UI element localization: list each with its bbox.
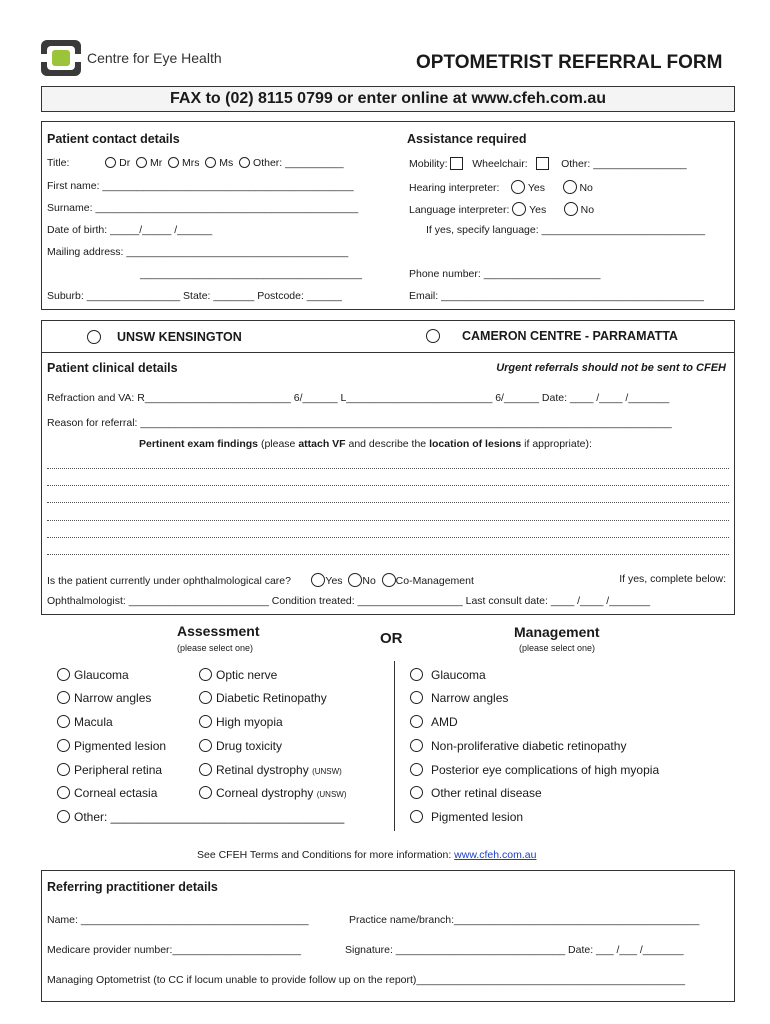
exam-line[interactable] <box>47 537 729 538</box>
title-dr-radio[interactable] <box>105 157 116 168</box>
title-mr-radio[interactable] <box>136 157 147 168</box>
management-sub: (please select one) <box>519 643 596 653</box>
title-row: Title: Dr Mr Mrs Ms Other: __________ <box>47 157 344 169</box>
clinical-heading: Patient clinical details <box>47 361 178 375</box>
hearing-row: Hearing interpreter: Yes No <box>409 182 593 194</box>
wheelchair-checkbox[interactable] <box>536 157 549 170</box>
cfeh-link[interactable]: www.cfeh.com.au <box>454 849 537 861</box>
location-kensington: UNSW KENSINGTON <box>87 330 242 344</box>
assess-pigmented-lesion[interactable]: Pigmented lesion <box>57 739 166 753</box>
care-yes-radio[interactable] <box>311 573 325 587</box>
kensington-radio[interactable] <box>87 330 101 344</box>
ophth-care-row: Is the patient currently under ophthalmological care? Yes No Co-Management <box>47 575 474 587</box>
assess-corneal-dystrophy[interactable]: Corneal dystrophy (UNSW) <box>199 786 347 800</box>
email-field[interactable]: Email: _____________________________________________ <box>409 290 704 302</box>
suburb-state-postcode[interactable]: Suburb: ________________ State: _______ Postcode: ______ <box>47 290 342 302</box>
cameron-radio[interactable] <box>426 329 440 343</box>
title-other-radio[interactable] <box>239 157 250 168</box>
assess-retinal-dystrophy[interactable]: Retinal dystrophy (UNSW) <box>199 763 342 777</box>
reason-field[interactable]: Reason for referral: ___________________________________________________________________________________________ <box>47 417 672 429</box>
exam-line[interactable] <box>47 468 729 469</box>
mailing-address-line2[interactable]: ______________________________________ <box>140 268 362 280</box>
exam-line[interactable] <box>47 520 729 521</box>
practice-name-field[interactable]: Practice name/branch:__________________________________________ <box>349 914 700 926</box>
assess-optic-nerve[interactable]: Optic nerve <box>199 668 277 682</box>
hearing-yes-radio[interactable] <box>511 180 525 194</box>
language-no-radio[interactable] <box>564 202 578 216</box>
mailing-address-field[interactable]: Mailing address: ______________________________________ <box>47 246 349 258</box>
language-yes-radio[interactable] <box>512 202 526 216</box>
dob-field[interactable]: Date of birth: _____/_____ /______ <box>47 224 213 236</box>
hearing-no-radio[interactable] <box>563 180 577 194</box>
assessment-sub: (please select one) <box>177 643 254 653</box>
management-heading: Management <box>514 624 600 640</box>
language-row: Language interpreter: Yes No <box>409 204 595 216</box>
exam-line[interactable] <box>47 502 729 503</box>
medicare-field[interactable]: Medicare provider number:______________________ <box>47 944 301 956</box>
manage-pigmented-lesion[interactable]: Pigmented lesion <box>410 810 523 824</box>
assess-narrow-angles[interactable]: Narrow angles <box>57 691 151 705</box>
refraction-field[interactable]: Refraction and VA: R_________________________ 6/______ L_________________________ 6/______ Date: ____ /____ /_______ <box>47 392 670 404</box>
mobility-row: Mobility: Wheelchair: Other: ________________ <box>409 158 687 170</box>
assess-diabetic-retinopathy[interactable]: Diabetic Retinopathy <box>199 691 327 705</box>
manage-narrow-angles[interactable]: Narrow angles <box>410 691 508 705</box>
assess-high-myopia[interactable]: High myopia <box>199 715 283 729</box>
location-cameron: CAMERON CENTRE - PARRAMATTA <box>426 329 678 343</box>
care-no-radio[interactable] <box>348 573 362 587</box>
phone-field[interactable]: Phone number: ____________________ <box>409 268 601 280</box>
brand-name: Centre for Eye Health <box>87 50 222 66</box>
assess-glaucoma[interactable]: Glaucoma <box>57 668 129 682</box>
care-comanagement-radio[interactable] <box>382 573 396 587</box>
practitioner-name-field[interactable]: Name: _______________________________________ <box>47 914 309 926</box>
assess-corneal-ectasia[interactable]: Corneal ectasia <box>57 786 157 800</box>
signature-date-field[interactable]: Signature: _____________________________ Date: ___ /___ /_______ <box>345 944 684 956</box>
assess-drug-toxicity[interactable]: Drug toxicity <box>199 739 282 753</box>
specify-language-field[interactable]: If yes, specify language: ____________________________ <box>426 224 706 236</box>
assessment-heading: Assessment <box>177 623 260 639</box>
contact-heading: Patient contact details <box>47 132 180 146</box>
mobility-checkbox[interactable] <box>450 157 463 170</box>
surname-field[interactable]: Surname: _____________________________________________ <box>47 202 359 214</box>
manage-amd[interactable]: AMD <box>410 715 458 729</box>
or-label: OR <box>380 630 403 647</box>
title-mrs-radio[interactable] <box>168 157 179 168</box>
logo <box>41 40 81 76</box>
manage-npdr[interactable]: Non-proliferative diabetic retinopathy <box>410 739 626 753</box>
managing-optometrist-field[interactable]: Managing Optometrist (to CC if locum unable to provide follow up on the report)______________________________________________ <box>47 974 686 986</box>
form-title: OPTOMETRIST REFERRAL FORM <box>416 52 723 73</box>
ophthalmologist-field[interactable]: Ophthalmologist: ________________________ Condition treated: __________________ Last consult date: ____ /____ /_______ <box>47 595 651 607</box>
assess-macula[interactable]: Macula <box>57 715 113 729</box>
assess-other[interactable]: Other: ___________________________________ <box>57 810 344 824</box>
if-yes-note: If yes, complete below: <box>619 573 726 585</box>
terms-note: See CFEH Terms and Conditions for more information: www.cfeh.com.au <box>197 849 537 861</box>
manage-high-myopia[interactable]: Posterior eye complications of high myopia <box>410 763 659 777</box>
fax-banner: FAX to (02) 8115 0799 or enter online at www.cfeh.com.au <box>41 86 735 112</box>
exam-findings-label: Pertinent exam findings (please attach VF and describe the location of lesions if appropriate): <box>139 438 592 450</box>
practitioner-heading: Referring practitioner details <box>47 880 218 894</box>
title-ms-radio[interactable] <box>205 157 216 168</box>
exam-line[interactable] <box>47 554 729 555</box>
urgent-note: Urgent referrals should not be sent to CFEH <box>496 362 726 374</box>
exam-line[interactable] <box>47 485 729 486</box>
first-name-field[interactable]: First name: ___________________________________________ <box>47 180 354 192</box>
manage-glaucoma[interactable]: Glaucoma <box>410 668 486 682</box>
assess-peripheral-retina[interactable]: Peripheral retina <box>57 763 162 777</box>
assistance-heading: Assistance required <box>407 132 527 146</box>
patient-contact-section <box>41 121 735 310</box>
manage-other-retinal[interactable]: Other retinal disease <box>410 786 542 800</box>
